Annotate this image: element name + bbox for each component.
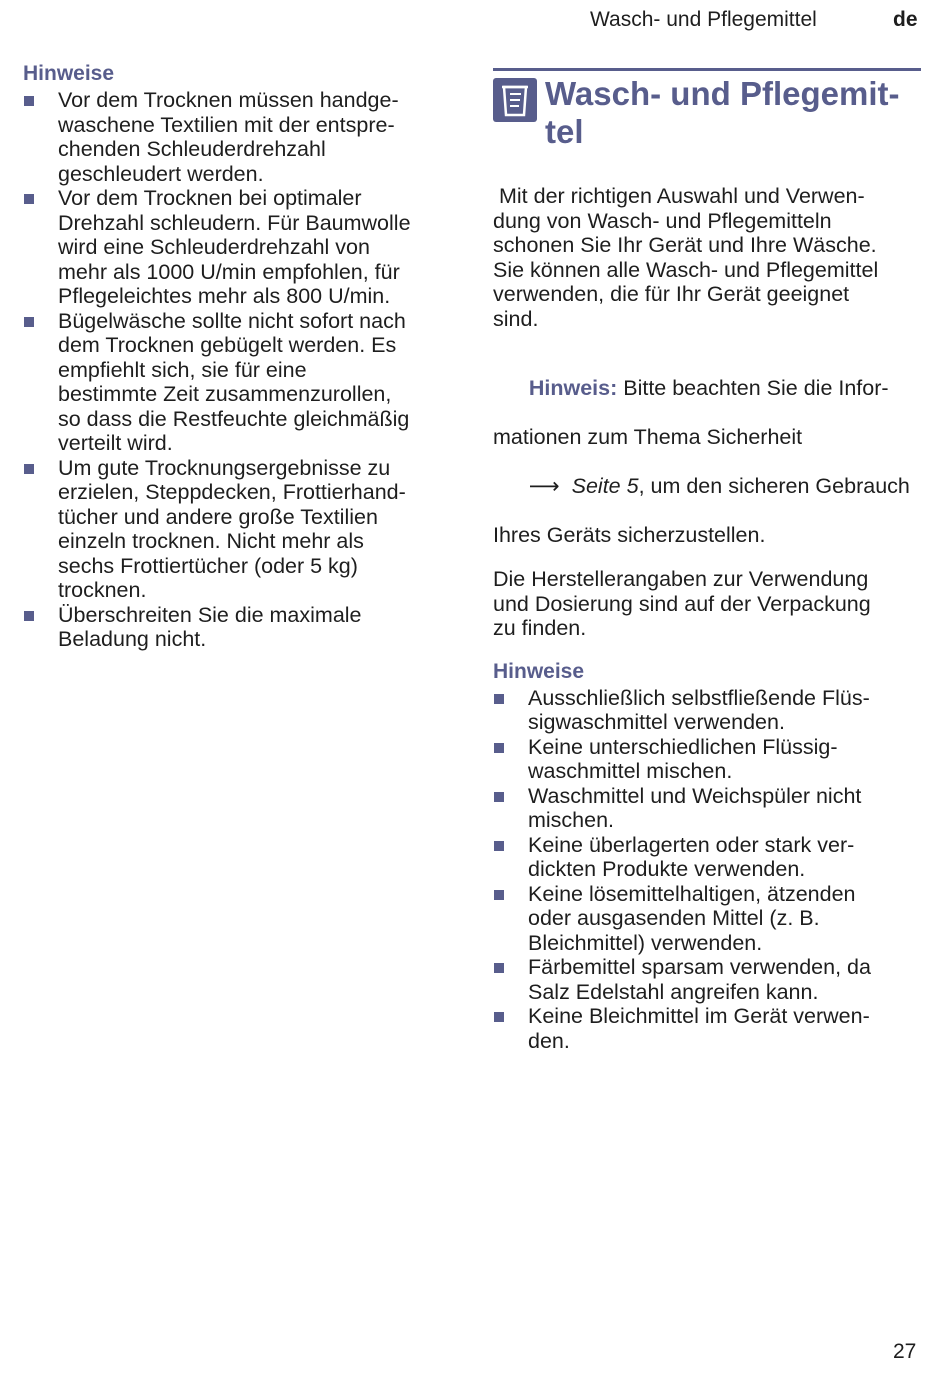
paragraph-line: Die Herstellerangaben zur Verwendung	[493, 567, 869, 591]
notes-heading-left: Hinweise	[23, 62, 115, 85]
list-item-line: Keine überlagerten oder stark ver-	[528, 832, 855, 857]
chapter-rule	[493, 68, 921, 71]
list-item-line: verteilt wird.	[58, 431, 173, 455]
bullet-square-icon	[494, 743, 504, 753]
list-item-line: empfiehlt sich, sie für eine	[58, 357, 307, 382]
list-item-line: dem Trocknen gebügelt werden. Es	[58, 333, 397, 357]
paragraph-line: Mit der richtigen Auswahl und Verwen-	[493, 184, 865, 208]
bullet-square-icon	[494, 694, 504, 704]
list-item-line: Keine unterschiedlichen Flüssig-	[528, 734, 838, 759]
paragraph-line: verwenden, die für Ihr Gerät geeignet	[493, 282, 850, 306]
list-item-line: Keine Bleichmittel im Gerät verwen-	[528, 1004, 870, 1028]
chapter-title-line: tel	[545, 113, 584, 150]
list-item	[493, 955, 923, 1004]
paragraph-line: sind.	[493, 306, 539, 331]
paragraph-line: schonen Sie Ihr Gerät und Ihre Wäsche.	[493, 233, 877, 257]
page-number: 27	[893, 1340, 917, 1363]
bullet-square-icon	[494, 963, 504, 973]
list-item-line: Beladung nicht.	[58, 627, 207, 651]
paragraph-line: zu finden.	[493, 616, 587, 640]
list-item-line: Pflegeleichtes mehr als 800 U/min.	[58, 284, 391, 308]
list-item-line: Keine lösemittelhaltigen, ätzenden	[528, 881, 856, 906]
note-label: Hinweis:	[528, 375, 618, 400]
list-item-line: Vor dem Trocknen müssen handge-	[58, 88, 399, 112]
list-item-line: wird eine Schleuderdrehzahl von	[58, 235, 370, 259]
list-item-line: Bügelwäsche sollte nicht sofort nach	[58, 308, 406, 333]
list-item	[23, 456, 453, 603]
chapter-title-line: Wasch- und Pflegemit-	[545, 75, 900, 112]
language-code: de	[893, 8, 918, 31]
list-item-line: mischen.	[528, 808, 615, 832]
list-item-line: sigwaschmittel verwenden.	[528, 710, 785, 734]
list-item	[493, 735, 923, 784]
list-item-line: sechs Frottiertücher (oder 5 kg)	[58, 553, 358, 578]
list-item-line: Vor dem Trocknen bei optimaler	[58, 186, 362, 210]
manufacturer-paragraph	[493, 567, 923, 641]
list-item-line: mehr als 1000 U/min empfohlen, für	[58, 259, 400, 284]
right-column	[493, 62, 923, 1053]
list-item	[23, 186, 453, 309]
paragraph-text: , um den sicheren Gebrauch	[638, 473, 910, 498]
arrow-right-icon: ⟶	[528, 473, 560, 498]
running-header-title: Wasch- und Pflegemittel	[590, 8, 817, 31]
left-column	[23, 62, 453, 652]
list-item-line: Ausschließlich selbstfließende Flüs-	[528, 685, 870, 710]
notes-list-right	[493, 686, 923, 1054]
notes-list-left	[23, 88, 453, 652]
list-item-line: so dass die Restfeuchte gleichmäßig	[58, 406, 410, 431]
list-item-line: trocknen.	[58, 578, 147, 602]
list-item-line: oder ausgasenden Mittel (z. B.	[528, 906, 820, 930]
page-reference-link[interactable]: Seite 5	[571, 473, 639, 498]
list-item	[493, 833, 923, 882]
list-item-line: Färbemittel sparsam verwenden, da	[528, 955, 871, 979]
bullet-square-icon	[24, 464, 34, 474]
list-item-line: Um gute Trocknungsergebnisse zu	[58, 455, 391, 480]
list-item-line: erzielen, Steppdecken, Frottierhand-	[58, 480, 406, 504]
list-item-line: Überschreiten Sie die maximale	[58, 602, 362, 627]
list-item-line: Waschmittel und Weichspüler nicht	[528, 783, 862, 808]
paragraph-line: Sie können alle Wasch- und Pflegemittel	[493, 257, 879, 282]
bullet-square-icon	[24, 611, 34, 621]
paragraph-line: mationen zum Thema Sicherheit	[493, 424, 803, 449]
safety-note	[493, 351, 923, 547]
paragraph-text: Bitte beachten Sie die Infor-	[617, 375, 889, 400]
paragraph-line: Ihres Geräts sicherzustellen.	[493, 522, 766, 547]
list-item-line: tücher und andere große Textilien	[58, 504, 378, 529]
list-item-line: waschene Textilien mit der entspre-	[58, 112, 395, 137]
bullet-square-icon	[24, 194, 34, 204]
list-item-line: einzeln trocknen. Nicht mehr als	[58, 529, 364, 553]
list-item-line: Salz Edelstahl angreifen kann.	[528, 979, 819, 1004]
notes-heading-right: Hinweise	[493, 659, 585, 683]
list-item	[493, 882, 923, 956]
paragraph-line: und Dosierung sind auf der Verpackung	[493, 591, 871, 616]
list-item-line: bestimmte Zeit zusammenzurollen,	[58, 382, 392, 406]
list-item-line: geschleudert werden.	[58, 161, 264, 186]
bullet-square-icon	[24, 317, 34, 327]
list-item	[23, 309, 453, 456]
chapter-heading	[493, 75, 923, 159]
bullet-square-icon	[494, 792, 504, 802]
list-item	[23, 603, 453, 652]
intro-paragraph	[493, 184, 923, 331]
list-item-line: Bleichmittel) verwenden.	[528, 930, 763, 955]
list-item-line: chenden Schleuderdrehzahl	[58, 137, 326, 161]
detergent-container-icon	[493, 78, 537, 122]
bullet-square-icon	[494, 1012, 504, 1022]
list-item-line: Drehzahl schleudern. Für Baumwolle	[58, 210, 411, 235]
list-item	[493, 1004, 923, 1053]
bullet-square-icon	[494, 841, 504, 851]
paragraph-line: dung von Wasch- und Pflegemitteln	[493, 208, 832, 233]
list-item	[23, 88, 453, 186]
list-item-line: den.	[528, 1028, 570, 1053]
list-item-line: dickten Produkte verwenden.	[528, 857, 806, 881]
bullet-square-icon	[494, 890, 504, 900]
bullet-square-icon	[24, 96, 34, 106]
list-item	[493, 784, 923, 833]
list-item-line: waschmittel mischen.	[528, 759, 733, 783]
chapter-title	[545, 75, 925, 151]
list-item	[493, 686, 923, 735]
